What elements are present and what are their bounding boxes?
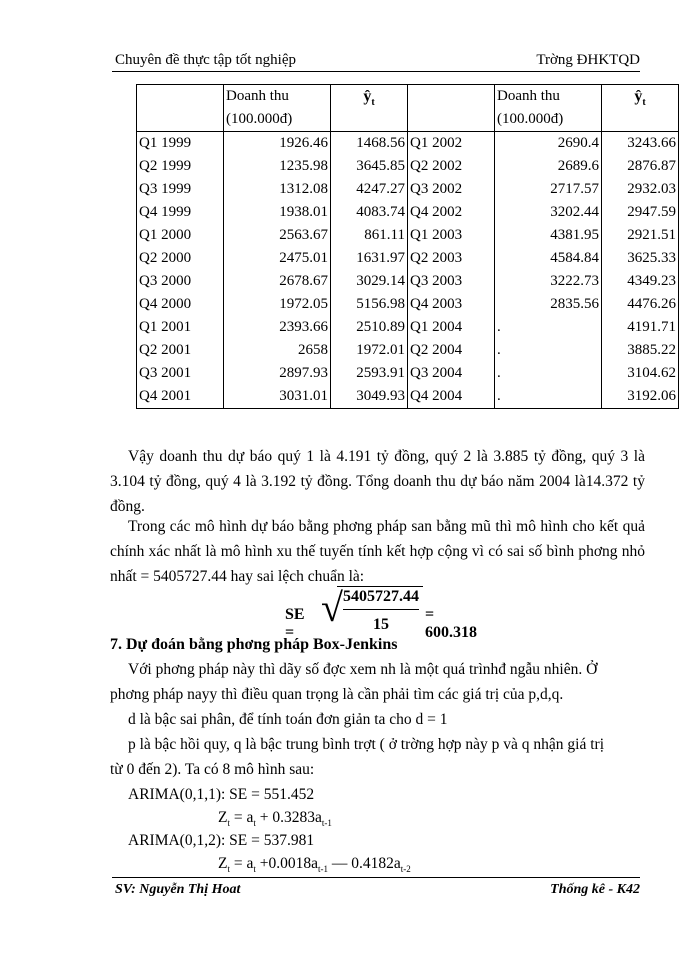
- text-line-4: p là bậc hồi quy, q là bậc trung bình trợt ( ở trờng hợp này p và q nhận giá trị: [128, 736, 605, 753]
- paragraph-forecast-summary: [110, 444, 645, 519]
- header-hat-sub: t: [642, 97, 646, 109]
- quarter-cell: Q3 2003: [408, 270, 495, 293]
- table-row: [137, 155, 679, 178]
- forecast-cell: 2593.91: [331, 362, 408, 385]
- para-model: Trong các mô hình dự báo bằng phơng pháp san bằng mũ thì mô hình cho kết quả chính xác nhất là mô hình xu thế tuyến tính kết hợp cộng vì có sai số bình phơng nhỏ nhất = 5405727.44 hay sai lệch chuẩn là:: [110, 518, 645, 585]
- eq-sub: t-1: [318, 864, 328, 875]
- eq-sub: t-1: [321, 818, 332, 829]
- revenue-cell: 2897.93: [224, 362, 331, 385]
- model-1-title: ARIMA(0,1,1): SE = 551.452: [128, 786, 315, 803]
- quarter-cell: Q4 2004: [408, 385, 495, 409]
- quarter-cell: Q3 1999: [137, 178, 224, 201]
- forecast-cell: 3243.66: [602, 132, 679, 156]
- quarter-cell: Q3 2001: [137, 362, 224, 385]
- quarter-cell: Q4 2000: [137, 293, 224, 316]
- revenue-cell: 3222.73: [495, 270, 602, 293]
- table-row: [137, 316, 679, 339]
- formula-numerator: 5405727.44: [343, 588, 419, 610]
- quarter-cell: Q2 2004: [408, 339, 495, 362]
- revenue-cell: 1926.46: [224, 132, 331, 156]
- section-title: 7. Dự đoán bằng phơng pháp Box-Jenkins: [110, 636, 398, 653]
- header-blank: [137, 85, 224, 132]
- forecast-cell: 3192.06: [602, 385, 679, 409]
- header-revenue-1: [224, 85, 331, 132]
- forecast-cell: 3029.14: [331, 270, 408, 293]
- forecast-cell: 3049.93: [331, 385, 408, 409]
- header-revenue-2: [495, 85, 602, 132]
- table-row: [137, 270, 679, 293]
- forecast-cell: 2932.03: [602, 178, 679, 201]
- revenue-cell: 2690.4: [495, 132, 602, 156]
- header-blank-2: [408, 85, 495, 132]
- table-header-row: [137, 85, 679, 132]
- revenue-cell: 2689.6: [495, 155, 602, 178]
- revenue-cell: 2475.01: [224, 247, 331, 270]
- forecast-cell: 4083.74: [331, 201, 408, 224]
- forecast-cell: 1972.01: [331, 339, 408, 362]
- forecast-cell: 2510.89: [331, 316, 408, 339]
- revenue-cell: 4584.84: [495, 247, 602, 270]
- eq-sub: t: [227, 864, 230, 875]
- header-revenue-unit: (100.000đ): [497, 111, 564, 127]
- quarter-cell: Q1 2003: [408, 224, 495, 247]
- revenue-cell: .: [495, 316, 602, 339]
- revenue-cell: 2835.56: [495, 293, 602, 316]
- forecast-cell: 3625.33: [602, 247, 679, 270]
- revenue-cell: 2678.67: [224, 270, 331, 293]
- table-row: [137, 178, 679, 201]
- eq-sub: t-2: [400, 864, 411, 875]
- text-line-1: Với phơng pháp này thì dãy số đợc xem nh là một quá trìnhđ ngẫu nhiên. Ở: [128, 661, 598, 678]
- revenue-cell: .: [495, 362, 602, 385]
- forecast-cell: 2947.59: [602, 201, 679, 224]
- revenue-cell: 2658: [224, 339, 331, 362]
- quarter-cell: Q1 1999: [137, 132, 224, 156]
- eq-term: = a: [233, 809, 254, 826]
- forecast-cell: 1631.97: [331, 247, 408, 270]
- table-row: [137, 247, 679, 270]
- forecast-cell: 4349.23: [602, 270, 679, 293]
- forecast-table: [136, 84, 679, 409]
- header-left: Chuyên đề thực tập tốt nghiệp: [115, 52, 297, 68]
- quarter-cell: Q4 2003: [408, 293, 495, 316]
- eq-term: Z: [218, 855, 228, 872]
- forecast-cell: 4476.26: [602, 293, 679, 316]
- forecast-cell: 1468.56: [331, 132, 408, 156]
- forecast-cell: 4247.27: [331, 178, 408, 201]
- text-line-2: phơng pháp nayy thì điều quan trọng là cần phải tìm các giá trị của p,d,q.: [110, 686, 564, 703]
- quarter-cell: Q2 2002: [408, 155, 495, 178]
- quarter-cell: Q2 2003: [408, 247, 495, 270]
- forecast-cell: 5156.98: [331, 293, 408, 316]
- header-hat-symbol: ŷ: [363, 88, 372, 105]
- forecast-cell: 3645.85: [331, 155, 408, 178]
- eq-term: Z: [218, 809, 228, 826]
- quarter-cell: Q4 2001: [137, 385, 224, 409]
- quarter-cell: Q4 1999: [137, 201, 224, 224]
- revenue-cell: 3202.44: [495, 201, 602, 224]
- table-row: [137, 339, 679, 362]
- text-line-3: d là bậc sai phân, để tính toán đơn giản ta cho d = 1: [128, 711, 448, 728]
- quarter-cell: Q2 2000: [137, 247, 224, 270]
- revenue-cell: 2717.57: [495, 178, 602, 201]
- header-hat-sub: t: [371, 97, 375, 109]
- header-revenue-unit: (100.000đ): [226, 111, 293, 127]
- revenue-cell: 3031.01: [224, 385, 331, 409]
- sqrt-bar: [337, 586, 423, 587]
- eq-term: = a: [233, 855, 254, 872]
- eq-term: +0.0018a: [259, 855, 318, 872]
- forecast-cell: 2921.51: [602, 224, 679, 247]
- paragraph-model-choice: [110, 514, 645, 589]
- header-rule: [112, 71, 640, 72]
- formula-result: = 600.318: [425, 606, 477, 641]
- table-row: [137, 385, 679, 409]
- revenue-cell: 2393.66: [224, 316, 331, 339]
- forecast-cell: 3885.22: [602, 339, 679, 362]
- model-2-equation: [218, 855, 411, 874]
- model-1-equation: [218, 809, 332, 828]
- revenue-cell: 1235.98: [224, 155, 331, 178]
- table-row: [137, 224, 679, 247]
- quarter-cell: Q4 2002: [408, 201, 495, 224]
- formula-lhs: SE =: [285, 606, 305, 641]
- quarter-cell: Q3 2004: [408, 362, 495, 385]
- header-hat-1: [331, 85, 408, 132]
- quarter-cell: Q2 1999: [137, 155, 224, 178]
- quarter-cell: Q1 2000: [137, 224, 224, 247]
- table-row: [137, 201, 679, 224]
- header-revenue-label: Doanh thu: [497, 88, 560, 104]
- para-forecast: Vậy doanh thu dự báo quý 1 là 4.191 tỷ đồng, quý 2 là 3.885 tỷ đồng, quý 3 là 3.104 tỷ đồng, quý 4 là 3.192 tỷ đồng. Tổng doanh thu dự báo năm 2004 là14.372 tỷ đồng.: [110, 448, 645, 515]
- quarter-cell: Q3 2000: [137, 270, 224, 293]
- sqrt-symbol: √: [321, 585, 343, 630]
- eq-sub: t: [227, 818, 230, 829]
- forecast-cell: 4191.71: [602, 316, 679, 339]
- table-row: [137, 362, 679, 385]
- quarter-cell: Q1 2001: [137, 316, 224, 339]
- eq-sub: t: [253, 864, 256, 875]
- eq-term: — 0.4182a: [331, 855, 401, 872]
- revenue-cell: .: [495, 339, 602, 362]
- revenue-cell: .: [495, 385, 602, 409]
- header-hat-symbol: ŷ: [634, 88, 643, 105]
- formula-denominator: 15: [373, 616, 389, 633]
- forecast-cell: 861.11: [331, 224, 408, 247]
- revenue-cell: 1938.01: [224, 201, 331, 224]
- eq-term: + 0.3283a: [259, 809, 322, 826]
- quarter-cell: Q2 2001: [137, 339, 224, 362]
- forecast-cell: 3104.62: [602, 362, 679, 385]
- table-row: [137, 293, 679, 316]
- footer-rule: [112, 877, 640, 878]
- footer-right: Thống kê - K42: [550, 882, 640, 897]
- eq-sub: t: [253, 818, 256, 829]
- footer-left: SV: Nguyễn Thị Hoat: [115, 882, 241, 897]
- revenue-cell: 4381.95: [495, 224, 602, 247]
- header-right: Trờng ĐHKTQD: [536, 52, 640, 68]
- model-2-title: ARIMA(0,1,2): SE = 537.981: [128, 832, 315, 849]
- revenue-cell: 1972.05: [224, 293, 331, 316]
- header-revenue-label: Doanh thu: [226, 88, 289, 104]
- quarter-cell: Q3 2002: [408, 178, 495, 201]
- revenue-cell: 2563.67: [224, 224, 331, 247]
- header-hat-2: [602, 85, 679, 132]
- table-row: [137, 132, 679, 156]
- text-line-5: từ 0 đến 2). Ta có 8 mô hình sau:: [110, 761, 315, 778]
- quarter-cell: Q1 2002: [408, 132, 495, 156]
- quarter-cell: Q1 2004: [408, 316, 495, 339]
- revenue-cell: 1312.08: [224, 178, 331, 201]
- forecast-cell: 2876.87: [602, 155, 679, 178]
